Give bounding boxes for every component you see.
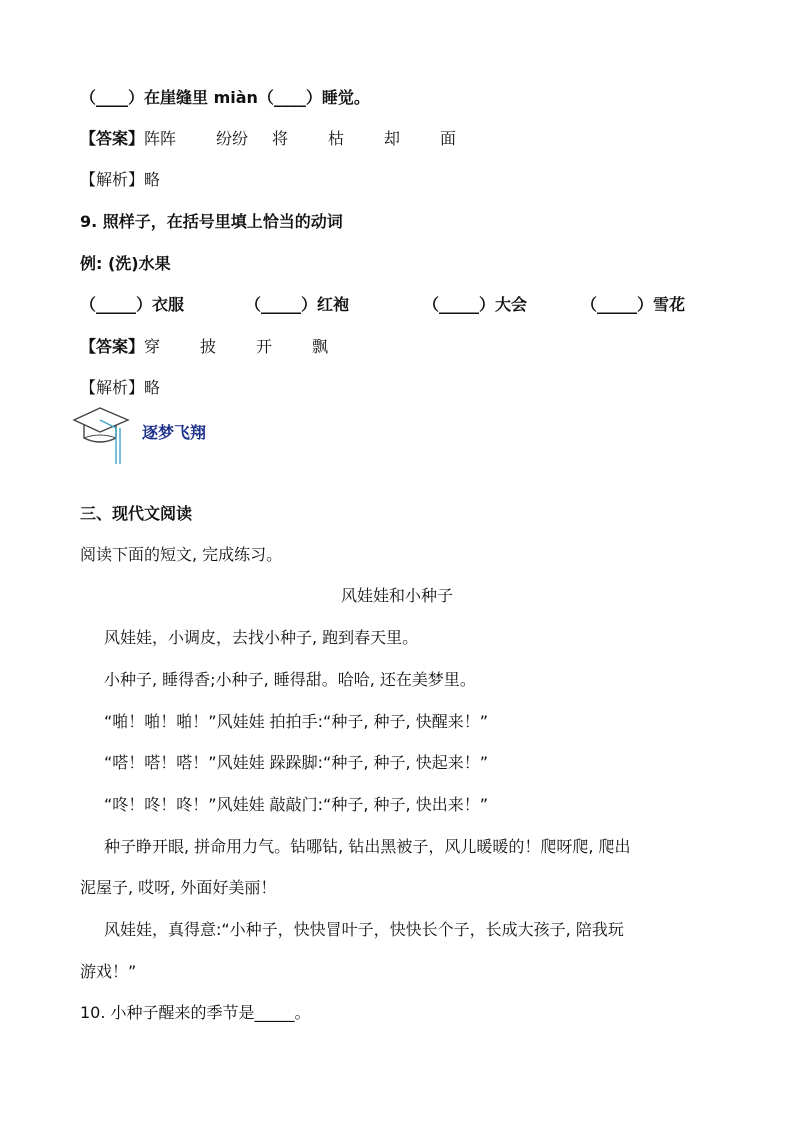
answer-item: 穿 <box>144 337 161 356</box>
passage-paragraph: “嗒！嗒！嗒！”风娃娃 跺跺脚:“种子, 种子, 快起来！” <box>104 753 488 772</box>
answer-item: 披 <box>200 337 217 356</box>
q8-fill-line: （____）在崖缝里 miàn（____）睡觉。 <box>80 88 370 107</box>
passage-title: 风娃娃和小种子 <box>340 586 453 605</box>
q9-answer-line <box>80 336 328 358</box>
analysis-text: 略 <box>144 378 161 397</box>
answer-item: 纷纷 <box>216 129 249 148</box>
q10-question: 10. 小种子醒来的季节是_____。 <box>80 1003 311 1022</box>
analysis-text: 略 <box>144 170 161 189</box>
blank-item: （_____）红袍 <box>245 295 350 314</box>
q8-answer-line <box>80 128 456 150</box>
answer-item: 飘 <box>312 337 329 356</box>
answer-item: 开 <box>256 337 273 356</box>
answer-tag: 【答案】 <box>80 129 145 148</box>
q9-title: 9. 照样子，在括号里填上恰当的动词 <box>80 212 343 231</box>
blank-item: （_____）大会 <box>423 295 528 314</box>
answer-item: 面 <box>440 129 457 148</box>
section-heading: 三、现代文阅读 <box>80 504 193 523</box>
passage-paragraph: 种子睁开眼, 拼命用力气。钻哪钻, 钻出黑被子，风儿暖暖的！爬呀爬, 爬出 <box>104 837 631 856</box>
passage-paragraph: 小种子, 睡得香;小种子, 睡得甜。哈哈, 还在美梦里。 <box>104 670 476 689</box>
passage-paragraph: “咚！咚！咚！”风娃娃 敲敲门:“种子, 种子, 快出来！” <box>104 795 488 814</box>
q9-example: 例: (洗)水果 <box>80 254 171 273</box>
blank-item: （_____）衣服 <box>80 295 185 314</box>
section-instruction: 阅读下面的短文, 完成练习。 <box>80 545 283 564</box>
passage-paragraph: 风娃娃，小调皮，去找小种子, 跑到春天里。 <box>104 628 419 647</box>
passage-paragraph: “啪！啪！啪！”风娃娃 拍拍手:“种子, 种子, 快醒来！” <box>104 712 488 731</box>
analysis-tag: 【解析】 <box>80 378 145 397</box>
passage-paragraph: 风娃娃，真得意:“小种子，快快冒叶子，快快长个子，长成大孩子, 陪我玩 <box>104 920 624 939</box>
passage-paragraph-continued: 泥屋子, 哎呀, 外面好美丽！ <box>80 878 277 897</box>
answer-item: 阵阵 <box>144 129 177 148</box>
passage-paragraph-continued: 游戏！” <box>80 962 137 981</box>
banner-text: 逐梦飞翔 <box>142 423 207 442</box>
answer-tag: 【答案】 <box>80 337 145 356</box>
answer-item: 却 <box>384 129 401 148</box>
q9-blanks <box>80 294 685 316</box>
analysis-tag: 【解析】 <box>80 170 145 189</box>
answer-item: 枯 <box>328 129 345 148</box>
blank-item: （_____）雪花 <box>581 295 686 314</box>
q9-analysis-line <box>80 377 160 399</box>
q8-analysis-line <box>80 169 160 191</box>
graduation-cap-icon <box>72 402 132 468</box>
answer-item: 将 <box>272 129 289 148</box>
